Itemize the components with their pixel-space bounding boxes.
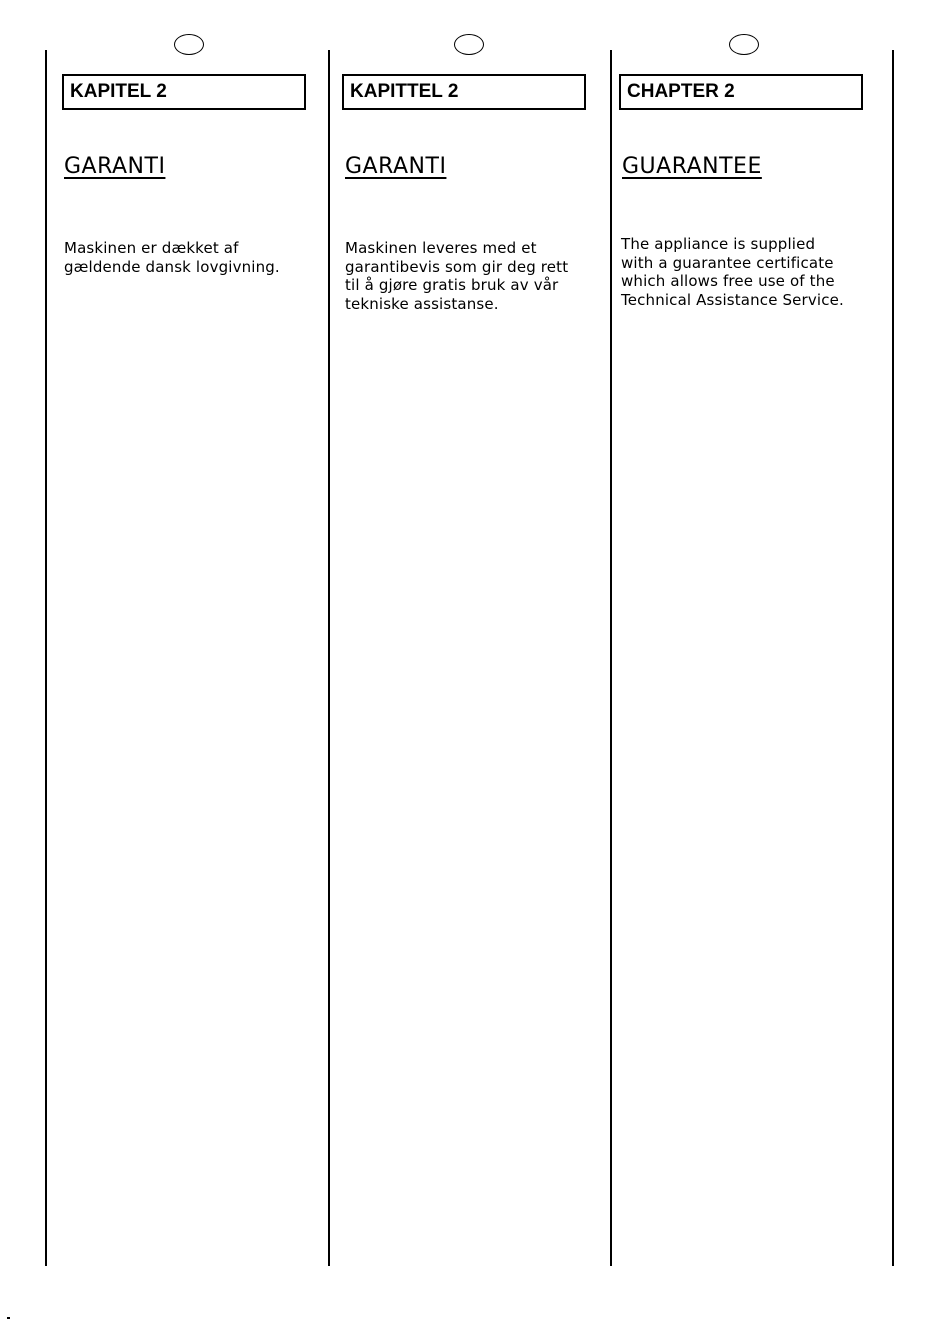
body-paragraph (621, 235, 873, 309)
column-divider (892, 50, 894, 1266)
paragraph-line: Maskinen leveres med et (345, 239, 537, 257)
scan-mark (7, 1317, 10, 1319)
paragraph-line: Technical Assistance Service. (621, 290, 844, 309)
chapter-heading-box: CHAPTER 2 (619, 74, 863, 110)
paragraph-line: til å gjøre gratis bruk av vår (345, 276, 559, 294)
section-title: GUARANTEE (622, 154, 762, 179)
language-marker-circle (729, 34, 759, 55)
paragraph-line: The appliance is supplied (621, 235, 816, 253)
section-title: GARANTI (64, 154, 166, 179)
paragraph-line: tekniske assistanse. (345, 294, 499, 313)
chapter-heading-box: KAPITEL 2 (62, 74, 306, 110)
paragraph-line: garantibevis som gir deg rett (345, 257, 569, 276)
paragraph-line: with a guarantee certificate (621, 253, 834, 272)
paragraph-line: which allows free use of the (621, 272, 835, 290)
section-title: GARANTI (345, 154, 447, 179)
chapter-heading-box: KAPITTEL 2 (342, 74, 586, 110)
paragraph-line: gældende dansk lovgivning. (64, 257, 280, 276)
paragraph-line: Maskinen er dækket af (64, 239, 239, 257)
